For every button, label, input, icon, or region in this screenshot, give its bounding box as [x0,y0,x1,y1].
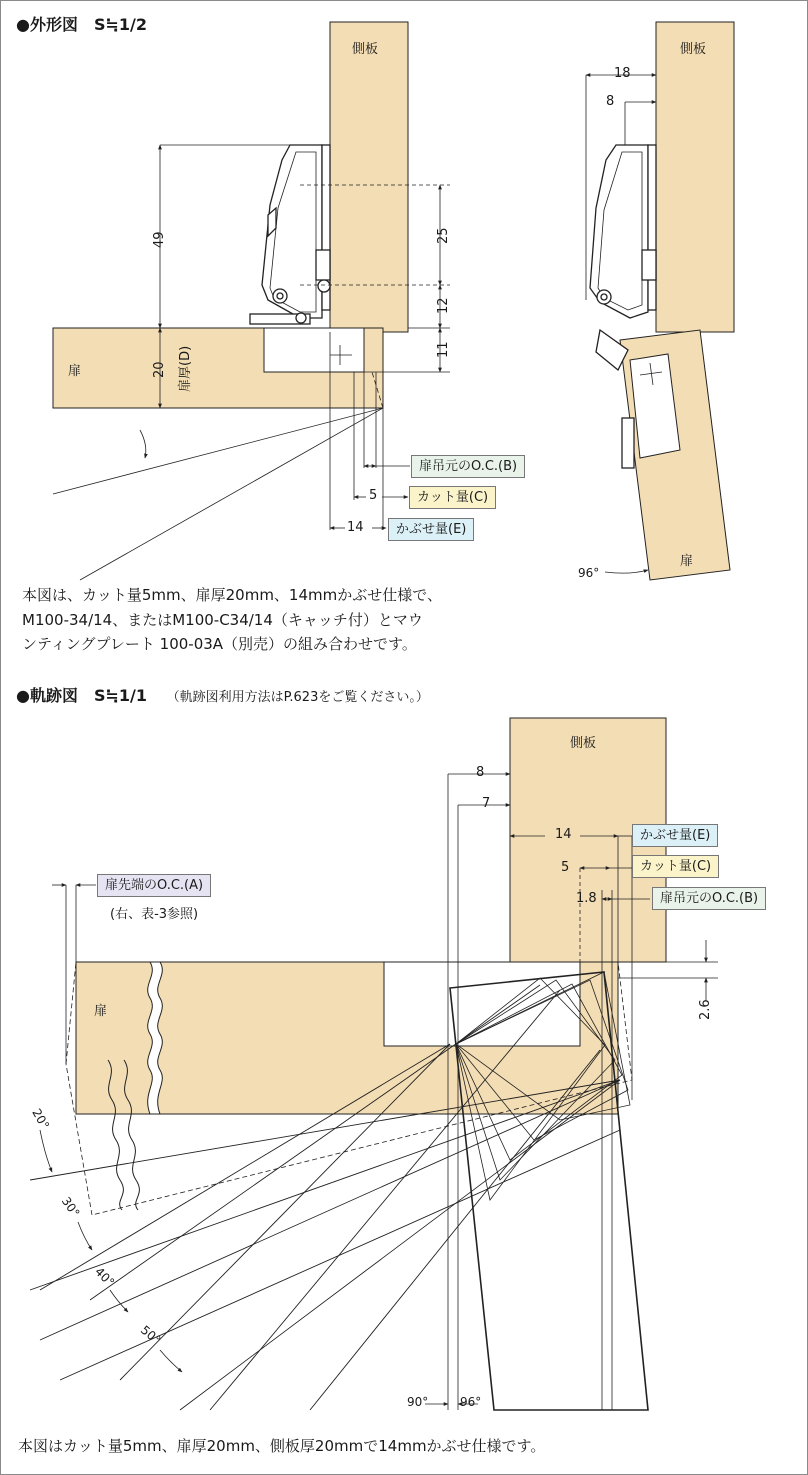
trajectory-description: 本図はカット量5mm、扉厚20mm、側板厚20mmで14mmかぶせ仕様です。 [18,1437,546,1455]
dim-2-6-trajectory: 2.6 [698,999,713,1020]
dim-14: 14 [347,520,364,535]
angle-40: 40° [92,1264,118,1290]
description-line-3: ンティングプレート 100-03A（別売）の組み合わせです。 [22,635,417,653]
outline-title: ●外形図 S≒1/2 [16,15,148,34]
tag-cut-amount: カット量(C) [409,486,496,509]
side-panel-label-right: 側板 [680,42,707,57]
angle-96-right: 96° [578,566,600,580]
door-label-left: 扉 [68,364,82,379]
dim-25: 25 [436,227,451,244]
ref-table-note: (右、表-3参照) [110,907,199,922]
angle-90: 90° [407,1395,429,1409]
description-line-1: 本図は、カット量5mm、扉厚20mm、14mmかぶせ仕様で、 [22,586,442,604]
tag-door-tip-oc: 扉先端のO.C.(A) [97,874,211,897]
dim-18: 18 [614,66,631,81]
angle-30: 30° [58,1194,83,1220]
dim-20: 20 [152,361,167,378]
door-thickness-label: 扉厚(D) [178,345,193,392]
dim-8-trajectory: 8 [476,765,485,780]
tag-overlay-amount-trajectory: かぶせ量(E) [632,824,718,847]
angle-96: 96° [460,1395,482,1409]
trajectory-title [16,683,429,706]
dim-49: 49 [152,231,167,248]
dim-5-trajectory: 5 [561,860,570,875]
tag-door-hinge-oc: 扉吊元のO.C.(B) [411,455,525,478]
dim-12: 12 [436,297,451,314]
dim-8-right: 8 [606,94,615,109]
trajectory-note: （軌跡図利用方法はP.623をご覧ください。） [166,690,429,705]
trajectory-title-text: ●軌跡図 S≒1/1 [16,686,148,705]
tag-cut-amount-trajectory: カット量(C) [632,855,719,878]
door-label-trajectory: 扉 [94,1004,108,1019]
door-label-right: 扉 [680,554,694,569]
tag-overlay-amount: かぶせ量(E) [388,518,474,541]
dim-7-trajectory: 7 [482,796,491,811]
dim-14-trajectory: 14 [555,827,572,842]
dim-1-8-trajectory: 1.8 [576,891,597,906]
angle-50: 50° [137,1322,164,1348]
angle-20: 20° [29,1106,53,1132]
dim-5: 5 [369,488,378,503]
description-line-2: M100-34/14、またはM100-C34/14（キャッチ付）とマウ [22,610,423,629]
side-panel-label-trajectory: 側板 [570,736,597,751]
tag-door-hinge-oc-trajectory: 扉吊元のO.C.(B) [652,887,766,910]
dim-11: 11 [436,341,451,358]
side-panel-label-left: 側板 [352,42,379,57]
cup-pocket-trajectory [384,962,580,1046]
